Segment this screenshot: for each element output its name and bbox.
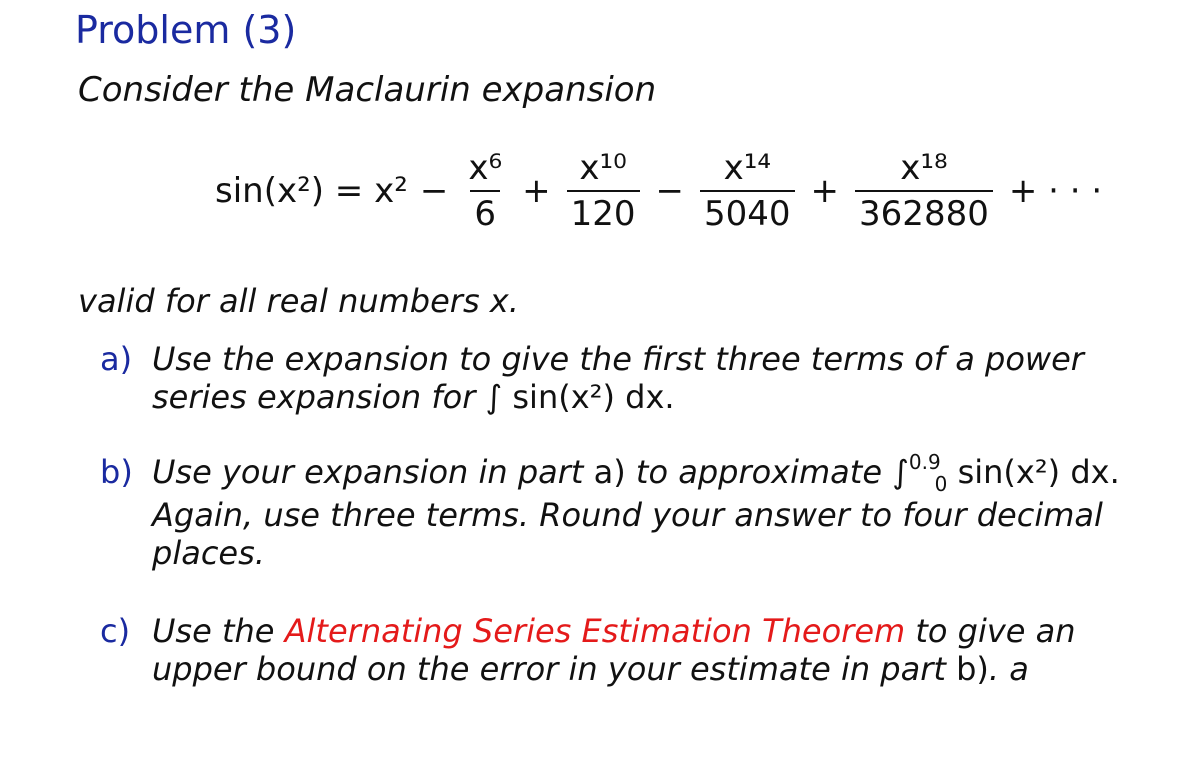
maclaurin-expansion (215, 148, 1114, 234)
part-a (100, 340, 1084, 416)
plus-sign: + (810, 171, 840, 211)
part-c-post: to give an (905, 612, 1076, 650)
part-b-line3: places. (152, 534, 265, 572)
numerator: x¹⁸ (900, 148, 948, 188)
integrand: sin(x²) dx. (957, 453, 1120, 491)
problem-title: Problem (3) (75, 8, 297, 52)
denominator: 120 (567, 190, 640, 234)
denominator: 5040 (700, 190, 795, 234)
part-b-mid: to approximate (625, 453, 893, 491)
part-b (100, 450, 1120, 572)
part-a-line2-text: series expansion for (152, 378, 486, 416)
part-c (100, 612, 1076, 688)
part-label: a) (100, 340, 133, 378)
term-x10 (567, 148, 640, 234)
denominator: 6 (470, 190, 500, 234)
theorem-name: Alternating Series Estimation Theorem (284, 612, 906, 650)
part-c-line2-text: upper bound on the error in your estimate in part (152, 650, 957, 688)
part-a-line2 (100, 378, 1084, 416)
expansion-lhs: sin(x²) = x² (215, 171, 408, 211)
plus-sign: + (522, 171, 551, 211)
term-x18 (855, 148, 993, 234)
part-label: b) (100, 453, 133, 491)
part-c-pre: Use the (152, 612, 285, 650)
part-label: c) (100, 612, 131, 650)
minus-sign: − (655, 171, 685, 211)
integral-expression: ∫ sin(x²) dx. (485, 378, 675, 416)
term-x14 (700, 148, 795, 234)
denominator: 362880 (855, 190, 993, 234)
validity-statement: valid for all real numbers x. (78, 282, 519, 320)
problem-intro: Consider the Maclaurin expansion (78, 70, 657, 110)
part-ref: a) (593, 453, 626, 491)
part-b-line1 (152, 450, 1120, 496)
lower-limit: 0 (934, 472, 948, 496)
term-x6 (464, 148, 506, 234)
minus-sign: − (419, 171, 449, 211)
part-ref: b) (956, 650, 989, 688)
part-c-line1 (152, 612, 1076, 650)
numerator: x⁶ (468, 148, 503, 188)
definite-integral: ∫$^{0.9}_0$ sin(x²) dx. (892, 450, 1120, 496)
numerator: x¹⁰ (579, 148, 627, 188)
part-c-line2 (100, 650, 1076, 688)
numerator: x¹⁴ (723, 148, 771, 188)
upper-limit: 0.9 (908, 450, 941, 474)
series-tail: + · · · (1008, 171, 1103, 211)
part-b-text: Use your expansion in part (152, 453, 594, 491)
part-b-line2: Again, use three terms. Round your answer to four decimal (152, 496, 1103, 534)
part-c-end: . a (988, 650, 1029, 688)
part-a-line1: Use the expansion to give the first three terms of a power (152, 340, 1084, 378)
